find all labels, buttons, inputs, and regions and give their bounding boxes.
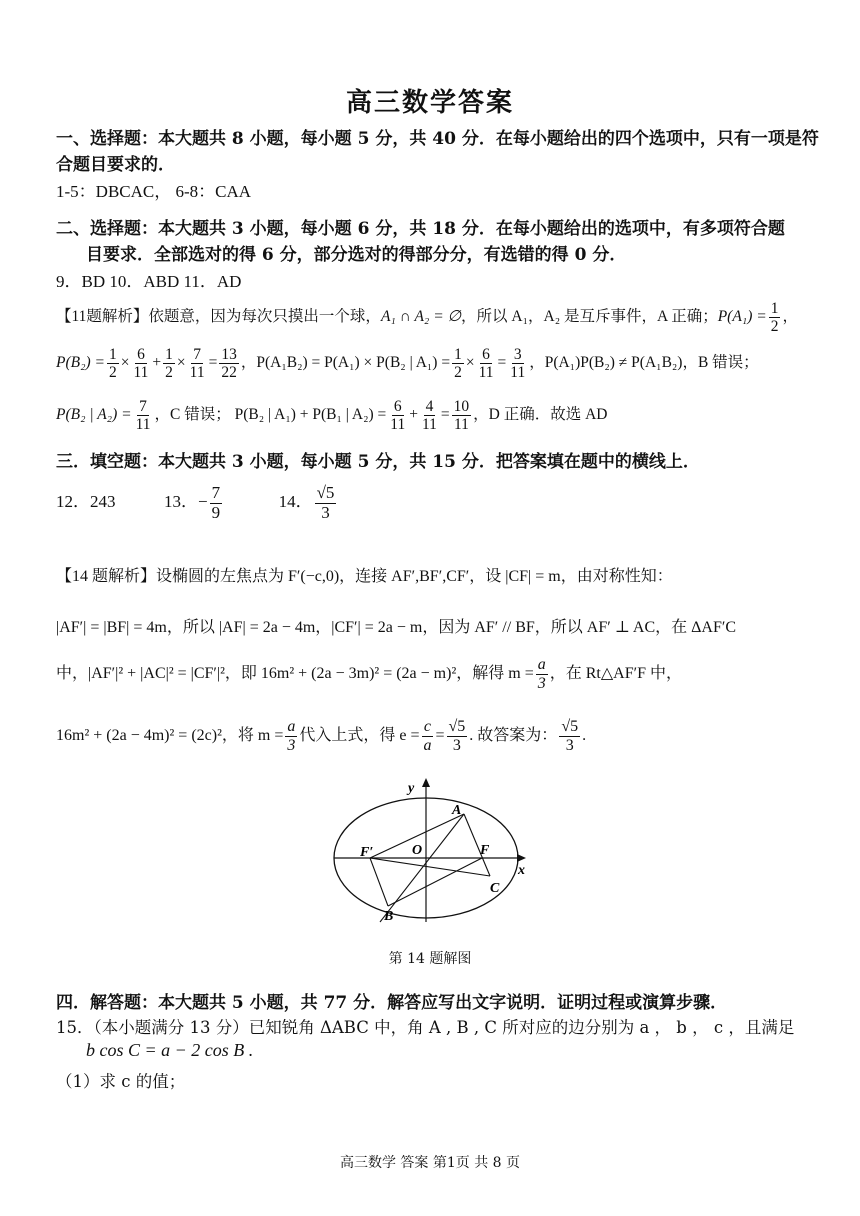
label-o: O <box>412 843 423 858</box>
q11-line3: P(B₂ | A₂) = $\frac{7}{11}$ ，C 错误； P(B₂ | A₁) + P(B₁ | A₂) = $\frac{6}{11}$ + $\frac{4}{11}$ = $\frac{10}{11}$ ，D 正确．故选 AD <box>56 398 608 434</box>
y-axis-arrow <box>422 778 430 787</box>
q15-line1: 15．（本小题满分 13 分）已知锐角 ΔABC 中，角 A , B , C 所对应的边分别为 a ， b ， c ，且满足 <box>56 1018 795 1037</box>
page-footer: 高三数学 答案 第1页 共 8 页 <box>339 1155 521 1171</box>
line-ab <box>380 814 464 922</box>
answer-14: 14． <box>278 492 313 512</box>
answer-12: 12．243 <box>56 492 116 512</box>
q14-line2: |AF′| = |BF| = 4m，所以 |AF| = 2a − 4m，|CF′| = 2a − m，因为 AF′ // BF，所以 AF′ ⊥ AC，在 ΔAF′C <box>56 619 737 636</box>
label-x: x <box>518 863 525 878</box>
label-c: C <box>490 881 500 896</box>
ellipse-figure <box>320 772 540 932</box>
section4-heading: 四．解答题：本大题共 5 小题，共 77 分．解答应写出文字说明．证明过程或演算步骤． <box>56 993 728 1013</box>
figure-caption: 第 14 题解图 <box>388 951 472 967</box>
q14-line4: 16m² + (2a − 4m)² = (2c)²，将 m = $\frac{a}{3}$ 代入上式，得 e = $\frac{c}{a}$ = $\frac{√5}{3}$ . 故答案为： $\frac{√5}{3}$ . <box>56 718 587 754</box>
section2-heading-line1: 二、选择题：本大题共 3 小题，每小题 6 分，共 18 分．在每小题给出的选项中，有多项符合题 <box>56 219 785 239</box>
q15-line2: b cos C = a − 2 cos B . <box>86 1040 254 1060</box>
label-a: A <box>452 803 462 818</box>
section1-answers: 1-5：DBCAC， 6-8：CAA <box>56 182 252 201</box>
q14-line3: 中，|AF′|² + |AC|² = |CF′|²，即 16m² + (2a − 3m)² = (2a − m)²，解得 m = $\frac{a}{3}$ ，在 Rt△AF′F 中， <box>56 656 682 692</box>
section3-answers: 12．243 13．− $\frac{7}{9}$ 14． $\frac{√5}{3}$ <box>56 483 335 522</box>
section2-answers: 9．BD 10．ABD 11．AD <box>56 272 242 291</box>
label-b: B <box>384 909 394 924</box>
section3-heading: 三．填空题：本大题共 3 小题，每小题 5 分，共 15 分．把答案填在题中的横线上． <box>56 452 700 472</box>
q11-line1: 【11题解析】依题意，因为每次只摸出一个球，A₁ ∩ A₂ = ∅，所以 A₁，A₂ 是互斥事件，A 正确；P(A₁) = $\frac{1}{2}$ ， <box>56 300 798 336</box>
answer-13: 13． <box>164 492 198 512</box>
label-y: y <box>408 781 415 796</box>
label-f: F <box>480 843 490 858</box>
q15-line3: （1）求 c 的值； <box>56 1072 186 1091</box>
section1-heading-line2: 合题目要求的． <box>56 155 175 175</box>
segment-f-prime-c <box>370 858 490 876</box>
q11-line2: P(B₂) = $\frac{1}{2}$ × $\frac{6}{11}$ + $\frac{1}{2}$ × $\frac{7}{11}$ = $\frac{13}{22}$ ，P(A₁B₂) = P(A₁) × P(B₂ | A₁) = $\frac{1}{2}$ × $\frac{6}{11}$ = $\frac{3}{11}$ ，P(A₁)P(B₂) ≠ P(A₁B₂)，B 错误； <box>56 346 759 382</box>
section2-heading-line2: 目要求．全部选对的得 6 分，部分选对的得部分分，有选错的得 0 分． <box>86 245 627 265</box>
fraction: $\frac{1}{2}$ <box>770 300 779 336</box>
segment-f-prime-b <box>370 858 388 906</box>
segment-bf <box>388 858 482 906</box>
x-axis-arrow <box>517 854 526 862</box>
q14-line1: 【14 题解析】设椭圆的左焦点为 F′(−c,0)，连接 AF′,BF′,CF′，设 |CF| = m，由对称性知： <box>56 568 673 585</box>
label-f-prime: F′ <box>360 845 374 860</box>
section1-heading-line1: 一、选择题：本大题共 8 小题，每小题 5 分，共 40 分．在每小题给出的四个选项中，只有一项是符 <box>56 129 819 149</box>
page-title: 高三数学答案 <box>345 88 514 118</box>
